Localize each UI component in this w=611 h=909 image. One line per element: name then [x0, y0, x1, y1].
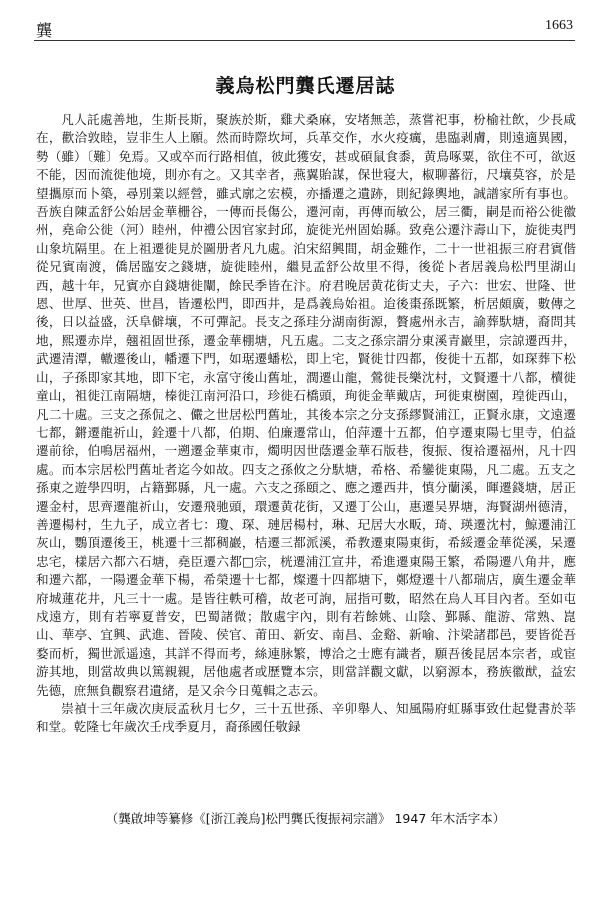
body-text: [36, 111, 576, 737]
section-title: 龔: [36, 21, 53, 40]
document-title: 義烏松門龔氏遷居誌: [215, 75, 396, 97]
body-paragraph-colophon: 崇禎十三年歲次庚辰孟秋月七夕，三十五世孫、辛卯舉人、知風陽府虹縣事致仕起覺書於莘和堂。乾隆七年歲次壬戌季夏月，裔孫國任敬録: [36, 701, 576, 735]
body-paragraph-main: 凡人託處善地，生斯長斯，聚族於斯，雞犬桑麻，安堵無恙，蒸嘗祀事，枌榆社飲，少長咸在，歡洽敦睦，豈非生人上願。然而時際坎坷，兵革交作，水火疫癘，患臨剥膚，則遠適異國，勢（雖）〔難〕免焉。又或卒而行路相值，彼此獲安，甚或碩鼠食黍，黄鳥啄粟，欲住不可，欲返不能，因而流徙他境，則亦有之。又其幸者，燕翼貽謀，保世寝大，椒聊蕃衍，尺壤莫容，於是望攜原而卜築，尋別業以經營，雖式廓之宏模，亦播遷之遺跡，則紀錄輿地，誠譜家所有事也。吾族自陳孟舒公始居金華栅谷，一傳而長傷公，遷河南，再傳而敏公，居三衢，嗣是而裕公徙徽州，堯命公徙（河）睦州，仲禮公因官家封邱，旋徙光州固始縣。致堯公遷汴壽山下，旋徙夷門山象坑隔里。在上祖遷徙見於圖册者凡九處。泊宋紹興間，胡金難作，二十一世祖振三府君賓偕從兄賓南渡，僑居臨安之錢塘，旋徙睦州，繼見孟舒公故里不得，後從卜者居義烏松門里湖山西，越十年，兄賓亦自錢塘徙闡，餘民季皆在汴。府君晚居黄花街丈夫，子六：世宏、世隆、世恩、世厚、世英、世昌，皆遷松門，即西井，是爲義烏始祖。迨後棗孫既繁，析居頗廣，數傳之後，日以益盛，沃阜僻壤，不可彈記。長支之孫珪分湖南街源，贅處州永吉，諭葬馱塘，裔問其地，熙遷赤岸，翹祖固世孫，遷金華棚塘，凡五處。二支之孫宗謂分東溪青巖里，宗諒遷西井，武遷清潭，轍遷後山，幡遷下門，如琚遷蟠松，即上宅，賢徙廿四都，俊徙十五都，如琛葬下松山，子孫即家其地，即下宅，永富守後山舊址，潤遷山龍，鶯徙長樂沈村，文賢遷十八都，櫝徙童山，袓徙江南隔塘，榛徙江南河沿口，珍徙石橋頭，珣徙金華戴店，珂徙東樹園，瑝徙西山，凡二十處。三支之孫侃之、儼之世居松門舊址，其後本宗之分支孫繆賢浦江，正賢永康，文遠遷七都，鏘遷龍祈山，銓遷十八都，伯期、伯廉遷常山，伯萍遷十五都，伯亨遷東陽七里寺，伯益遷前徐，伯鳴居福州，一遡遷金華東市，燭明因世蔭遷金華石版巷，復振、復祫遷福州，凡十四處。而本宗居松門舊址者迄今如故。四支之孫攸之分馱塘，希格、希鑾徙東陽，凡二處。五支之孫東之遊學四明，占籍鄞縣，凡一處。六支之孫頤之、應之遷西井，慎分蘭溪，暉遷錢塘，居正遷金村，思齊遷龍祈山，安遷飛驰頭，環遷黄花街，又遷丁公山，惠遷吴界塘，海賢湖州德清，善遷楊村，生九子，成立者七：瓊、琛、璉居楊村，琳、玘居大水畈，琦、瑛遷沈村，鯨遷浦江灰山，鸚頂遷後王，桃遷十三都稠巖，桔遷三都派溪，希教遷東陽東街，希綏遷金華從溪，呆遷忠宅，樣居六都六石塘，堯臣遷六都□宗，桄遷浦江宣井，希進遷東陽王繁，希陽遷八角井，應和遷六都，一陽遷金華下楊，希榮遷十七都，燦遷十四都塘下，鄭燈遷十八都瑞店，廣生遷金華府城蓮花井，凡三十一處。是皆往軼可稽，故老可詢，屈指可數，昭然在烏人耳目內者。至如屯戍遠方，則有若寧夏普安，巴蜀諸微；散處宇內，則有若餘姚、山陰、鄞縣、龍游、常熟、崑山、華亭、宜興、武進、晉陵、侯官、莆田、新安、南昌、金谿、新喻、汴梁諸郡邑，要皆從吾婺而析，獨世派遥遠，其詳不得而考，絲連脉繁，博洽之士應有識者，願吾後昆居本宗者，或宦游其地，則當故典以篤親親，居他處者或歷覽本宗，則當詳觀文獻，以窮源本，務族徽猷，益宏先德，庶無負觀察君遺緒，是又余今日蒐輯之志云。: [36, 112, 576, 698]
page-number: 1663: [545, 18, 573, 33]
header-rule: [34, 40, 575, 41]
source-citation: （龔啟坤等纂修《[浙江義烏]松門龔氏復振祠宗譜》 1947 年木活字本）: [105, 811, 506, 826]
